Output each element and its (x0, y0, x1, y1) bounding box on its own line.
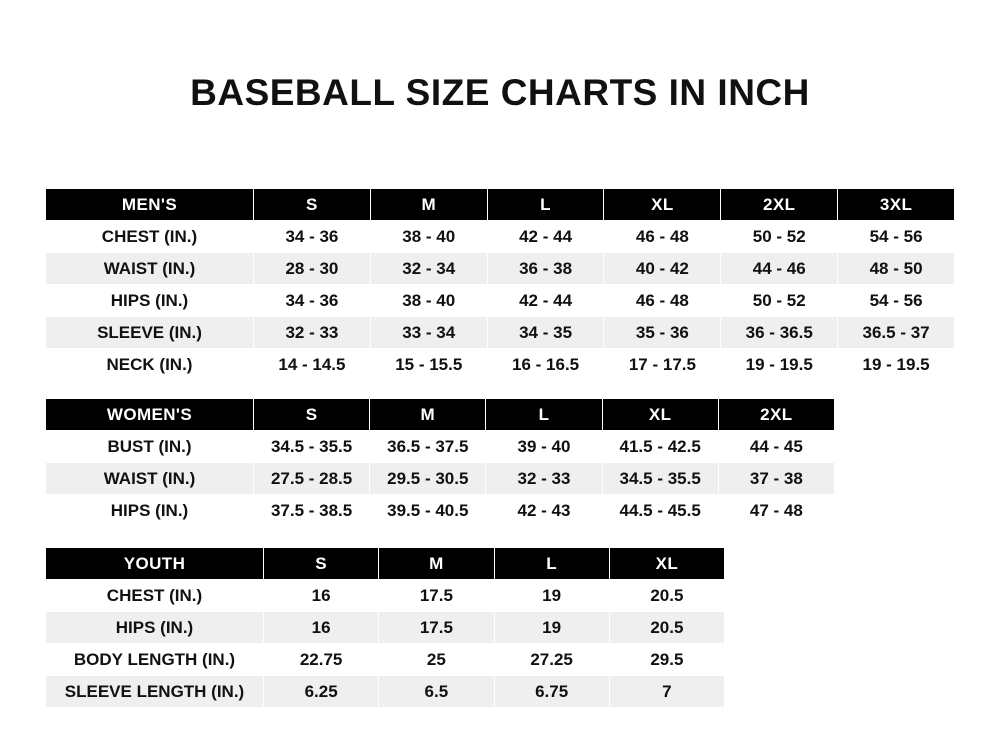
mens-row-label: NECK (IN.) (46, 349, 254, 381)
mens-measurement-cell: 38 - 40 (370, 285, 487, 317)
womens-measurement-cell: 41.5 - 42.5 (602, 431, 718, 463)
mens-measurement-cell: 38 - 40 (370, 221, 487, 253)
youth-row-label: CHEST (IN.) (46, 580, 264, 612)
mens-measurement-cell: 48 - 50 (838, 253, 955, 285)
youth-measurement-cell: 17.5 (379, 580, 494, 612)
mens-measurement-cell: 19 - 19.5 (721, 349, 838, 381)
youth-measurement-cell: 29.5 (609, 644, 724, 676)
table-row (46, 644, 725, 676)
mens-measurement-cell: 40 - 42 (604, 253, 721, 285)
mens-measurement-cell: 36 - 36.5 (721, 317, 838, 349)
mens-measurement-cell: 42 - 44 (487, 285, 604, 317)
mens-measurement-cell: 54 - 56 (838, 221, 955, 253)
mens-measurement-cell: 34 - 36 (254, 285, 371, 317)
table-row (46, 495, 835, 527)
mens-row-label: CHEST (IN.) (46, 221, 254, 253)
youth-measurement-cell: 6.75 (494, 676, 609, 708)
mens-header-row (46, 189, 955, 221)
womens-row-label: BUST (IN.) (46, 431, 254, 463)
womens-measurement-cell: 47 - 48 (718, 495, 834, 527)
mens-row-label: SLEEVE (IN.) (46, 317, 254, 349)
womens-measurement-cell: 32 - 33 (486, 463, 602, 495)
mens-size-header: 2XL (721, 189, 838, 221)
womens-measurement-cell: 34.5 - 35.5 (254, 431, 370, 463)
youth-measurement-cell: 20.5 (609, 612, 724, 644)
youth-row-label: BODY LENGTH (IN.) (46, 644, 264, 676)
youth-measurement-cell: 20.5 (609, 580, 724, 612)
mens-measurement-cell: 35 - 36 (604, 317, 721, 349)
womens-row-label: WAIST (IN.) (46, 463, 254, 495)
womens-row-label: HIPS (IN.) (46, 495, 254, 527)
page-title: BASEBALL SIZE CHARTS IN INCH (190, 72, 810, 113)
youth-measurement-cell: 17.5 (379, 612, 494, 644)
womens-size-header: XL (602, 399, 718, 431)
womens-measurement-cell: 37 - 38 (718, 463, 834, 495)
mens-size-table (45, 188, 955, 381)
youth-corner-label: YOUTH (46, 548, 264, 580)
mens-measurement-cell: 50 - 52 (721, 221, 838, 253)
mens-measurement-cell: 42 - 44 (487, 221, 604, 253)
mens-measurement-cell: 46 - 48 (604, 221, 721, 253)
youth-measurement-cell: 27.25 (494, 644, 609, 676)
youth-measurement-cell: 6.5 (379, 676, 494, 708)
youth-measurement-cell: 16 (264, 612, 379, 644)
mens-size-header: M (370, 189, 487, 221)
table-row (46, 612, 725, 644)
mens-measurement-cell: 50 - 52 (721, 285, 838, 317)
mens-size-header: XL (604, 189, 721, 221)
mens-row-label: HIPS (IN.) (46, 285, 254, 317)
womens-table-head (46, 399, 835, 431)
womens-measurement-cell: 27.5 - 28.5 (254, 463, 370, 495)
womens-measurement-cell: 39 - 40 (486, 431, 602, 463)
mens-measurement-cell: 32 - 34 (370, 253, 487, 285)
womens-corner-label: WOMEN'S (46, 399, 254, 431)
womens-measurement-cell: 44.5 - 45.5 (602, 495, 718, 527)
youth-row-label: SLEEVE LENGTH (IN.) (46, 676, 264, 708)
youth-size-header: M (379, 548, 494, 580)
womens-measurement-cell: 44 - 45 (718, 431, 834, 463)
mens-measurement-cell: 34 - 36 (254, 221, 371, 253)
mens-measurement-cell: 16 - 16.5 (487, 349, 604, 381)
youth-measurement-cell: 16 (264, 580, 379, 612)
mens-measurement-cell: 44 - 46 (721, 253, 838, 285)
womens-table-body (46, 431, 835, 527)
table-row (46, 431, 835, 463)
youth-measurement-cell: 7 (609, 676, 724, 708)
mens-table-body (46, 221, 955, 381)
mens-measurement-cell: 17 - 17.5 (604, 349, 721, 381)
mens-measurement-cell: 28 - 30 (254, 253, 371, 285)
mens-measurement-cell: 33 - 34 (370, 317, 487, 349)
youth-header-row (46, 548, 725, 580)
youth-table-head (46, 548, 725, 580)
mens-measurement-cell: 36.5 - 37 (838, 317, 955, 349)
womens-measurement-cell: 34.5 - 35.5 (602, 463, 718, 495)
table-row (46, 317, 955, 349)
mens-measurement-cell: 34 - 35 (487, 317, 604, 349)
youth-measurement-cell: 22.75 (264, 644, 379, 676)
mens-size-header: L (487, 189, 604, 221)
womens-measurement-cell: 39.5 - 40.5 (370, 495, 486, 527)
youth-size-header: S (264, 548, 379, 580)
womens-size-table (45, 398, 835, 527)
mens-table-head (46, 189, 955, 221)
mens-size-header: 3XL (838, 189, 955, 221)
mens-size-header: S (254, 189, 371, 221)
mens-measurement-cell: 14 - 14.5 (254, 349, 371, 381)
youth-measurement-cell: 19 (494, 612, 609, 644)
mens-corner-label: MEN'S (46, 189, 254, 221)
youth-measurement-cell: 6.25 (264, 676, 379, 708)
womens-header-row (46, 399, 835, 431)
table-row (46, 349, 955, 381)
mens-measurement-cell: 15 - 15.5 (370, 349, 487, 381)
womens-size-header: L (486, 399, 602, 431)
table-row (46, 221, 955, 253)
youth-measurement-cell: 25 (379, 644, 494, 676)
youth-table-body (46, 580, 725, 708)
youth-size-header: XL (609, 548, 724, 580)
table-row (46, 463, 835, 495)
table-row (46, 580, 725, 612)
mens-measurement-cell: 54 - 56 (838, 285, 955, 317)
table-row (46, 253, 955, 285)
youth-row-label: HIPS (IN.) (46, 612, 264, 644)
mens-measurement-cell: 19 - 19.5 (838, 349, 955, 381)
youth-size-table (45, 547, 725, 708)
womens-measurement-cell: 37.5 - 38.5 (254, 495, 370, 527)
youth-size-header: L (494, 548, 609, 580)
mens-measurement-cell: 36 - 38 (487, 253, 604, 285)
womens-size-header: M (370, 399, 486, 431)
mens-measurement-cell: 32 - 33 (254, 317, 371, 349)
mens-measurement-cell: 46 - 48 (604, 285, 721, 317)
table-row (46, 285, 955, 317)
womens-measurement-cell: 29.5 - 30.5 (370, 463, 486, 495)
womens-size-header: 2XL (718, 399, 834, 431)
youth-measurement-cell: 19 (494, 580, 609, 612)
womens-size-header: S (254, 399, 370, 431)
womens-measurement-cell: 42 - 43 (486, 495, 602, 527)
mens-row-label: WAIST (IN.) (46, 253, 254, 285)
table-row (46, 676, 725, 708)
womens-measurement-cell: 36.5 - 37.5 (370, 431, 486, 463)
